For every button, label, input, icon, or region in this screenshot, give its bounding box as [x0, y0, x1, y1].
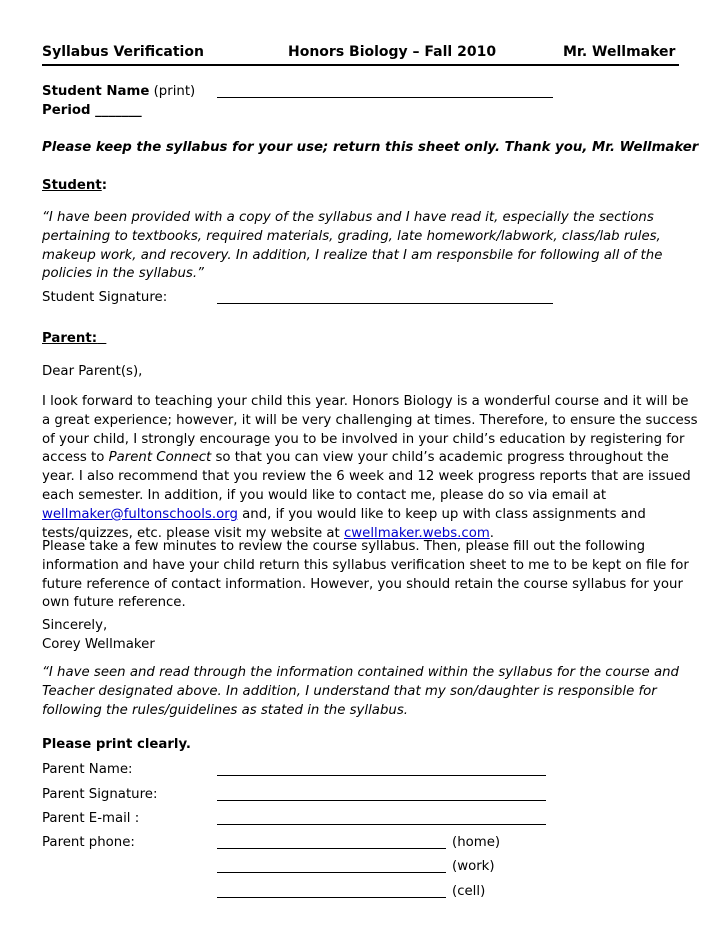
- teacher-website-link[interactable]: cwellmaker.webs.com: [344, 525, 490, 541]
- parent-phone-work-field[interactable]: [217, 857, 446, 873]
- phone-cell-suffix: (cell): [452, 884, 486, 899]
- parent-letter-paragraph-2: Please take a few minutes to review the course syllabus. Then, please fill out the following information and have your child return this syllabus verification sheet to me to be kept on file for future reference of contact information. However, you should retain the course syllabus for your own future reference.: [42, 539, 689, 611]
- student-heading: Student:: [42, 178, 108, 193]
- parent-heading: Parent:: [42, 331, 98, 346]
- parent-signature-field[interactable]: [217, 785, 546, 801]
- parent-greeting: Dear Parent(s),: [42, 364, 143, 379]
- letter-closing: Sincerely, Corey Wellmaker: [42, 618, 155, 652]
- student-signature-label: Student Signature:: [42, 290, 168, 305]
- phone-home-suffix: (home): [452, 835, 501, 850]
- parent-phone-label: Parent phone:: [42, 835, 135, 850]
- parent-name-field[interactable]: [217, 760, 546, 776]
- parent-letter-paragraph-1: I look forward to teaching your child this year. Honors Biology is a wonderful course and it will be a great experience; however, it will be very challenging at times. Therefore, to ensure the success of your child, I strongly encourage you to be involved in your child’s education by registering for access to Parent Connect so that you can view your child’s academic progress throughout the year. I also recommend that you review the 6 week and 12 week progress reports that are issued each semester. In addition, if you would like to contact me, please do so via email at wellmaker@fultonschools.org and, if you would like to keep up with class assignments and tests/quizzes, etc. please visit my website at cwellmaker.webs.com.: [42, 394, 698, 541]
- period-label: Period _______: [42, 103, 142, 118]
- parent-phone-home-field[interactable]: [217, 833, 446, 849]
- parent-name-label: Parent Name:: [42, 762, 133, 777]
- parent-statement: “I have seen and read through the information contained within the syllabus for the course and Teacher designated above. In addition, I understand that my son/daughter is responsible for following the rules/guidelines as stated in the syllabus.: [42, 665, 679, 718]
- header-right: Mr. Wellmaker: [563, 44, 676, 60]
- student-name-label: Student Name (print): [42, 84, 196, 99]
- student-signature-field[interactable]: [217, 288, 553, 304]
- teacher-email-link[interactable]: wellmaker@fultonschools.org: [42, 506, 238, 522]
- phone-work-suffix: (work): [452, 859, 495, 874]
- parent-signature-label: Parent Signature:: [42, 787, 158, 802]
- return-notice: Please keep the syllabus for your use; return this sheet only. Thank you, Mr. Wellmaker: [42, 140, 699, 155]
- header-center: Honors Biology – Fall 2010: [288, 44, 497, 60]
- student-name-field[interactable]: [217, 82, 553, 98]
- header-bar: [42, 40, 679, 66]
- parent-email-field[interactable]: [217, 809, 546, 825]
- header-left: Syllabus Verification: [42, 44, 204, 60]
- parent-phone-cell-field[interactable]: [217, 882, 446, 898]
- student-statement: “I have been provided with a copy of the syllabus and I have read it, especially the sections pertaining to textbooks, required materials, grading, late homework/labwork, class/lab rules, makeup work, and recovery. In addition, I realize that I am responsbile for following all of the policies in the syllabus.”: [42, 210, 663, 282]
- print-clearly-instruction: Please print clearly.: [42, 737, 191, 752]
- parent-email-label: Parent E-mail :: [42, 811, 140, 826]
